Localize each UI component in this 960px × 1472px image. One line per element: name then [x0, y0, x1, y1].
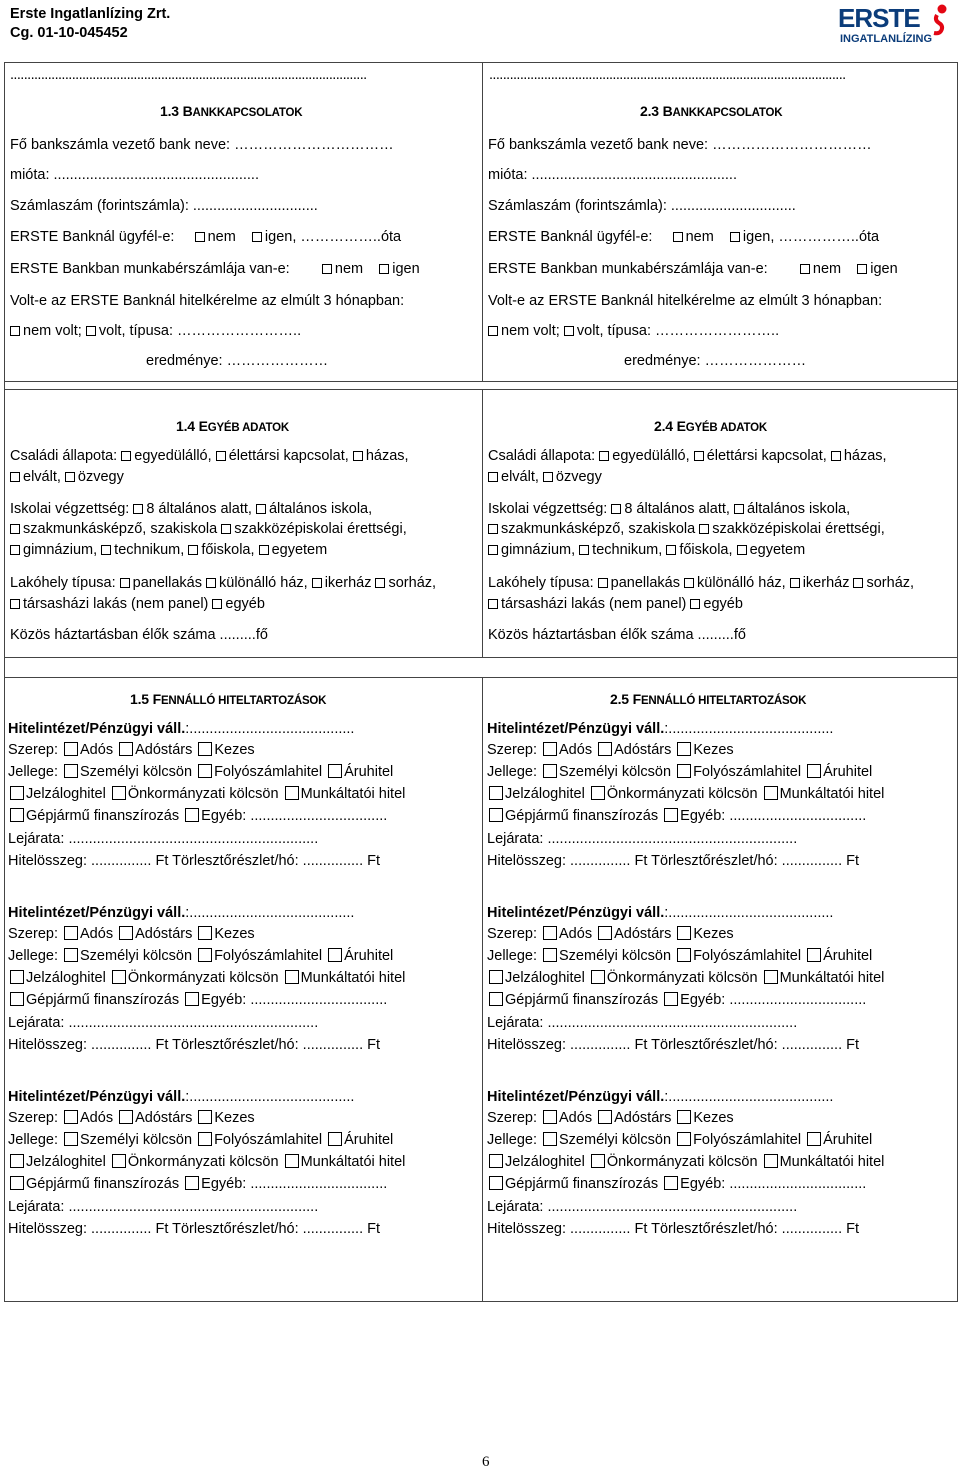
checkbox[interactable]: [206, 578, 216, 588]
checkbox[interactable]: [489, 786, 503, 800]
checkbox[interactable]: [734, 504, 744, 514]
checkbox-yes[interactable]: [379, 264, 389, 274]
checkbox[interactable]: [699, 524, 709, 534]
checkbox-no[interactable]: [673, 232, 683, 242]
checkbox[interactable]: [10, 545, 20, 555]
home-row: Lakóhely típusa: panellakás különálló ház, ikerház sorház,: [488, 575, 915, 591]
checkbox[interactable]: [64, 742, 78, 756]
institution-field[interactable]: Hitelintézet/Pénzügyi váll.:.........................................: [487, 721, 834, 737]
role-row: Szerep: Adós Adóstárs Kezes: [8, 926, 255, 942]
checkbox[interactable]: [807, 948, 821, 962]
checkbox[interactable]: [666, 545, 676, 555]
type-row: Jellege: Személyi kölcsön Folyószámlahitel Áruhitel: [487, 1132, 873, 1148]
loan-request-row: nem volt; volt, típusa: ……………………..: [10, 322, 301, 340]
checkbox[interactable]: [677, 926, 691, 940]
erste-logo: [836, 3, 954, 45]
checkbox[interactable]: [764, 1154, 778, 1168]
checkbox[interactable]: [256, 504, 266, 514]
checkbox[interactable]: [133, 504, 143, 514]
checkbox[interactable]: [598, 1110, 612, 1124]
institution-field[interactable]: Hitelintézet/Pénzügyi váll.:.........................................: [8, 905, 355, 921]
checkbox[interactable]: [285, 786, 299, 800]
checkbox[interactable]: [10, 599, 20, 609]
education-row: Iskolai végzettség: 8 általános alatt, általános iskola,: [488, 501, 851, 517]
checkbox[interactable]: [543, 926, 557, 940]
type-row-2: Jelzáloghitel Önkormányzati kölcsön Munkáltatói hitel: [8, 785, 405, 803]
checkbox[interactable]: [65, 472, 75, 482]
result-field[interactable]: eredménye: …………………: [146, 353, 329, 369]
checkbox[interactable]: [259, 545, 269, 555]
household-field[interactable]: Közös háztartásban élők száma .........fő: [488, 627, 746, 643]
checkbox[interactable]: [112, 970, 126, 984]
expiry-field[interactable]: Lejárata: ..............................................................: [487, 1015, 798, 1031]
checkbox[interactable]: [375, 578, 385, 588]
checkbox[interactable]: [198, 1110, 212, 1124]
checkbox[interactable]: [694, 451, 704, 461]
checkbox[interactable]: [10, 524, 20, 534]
type-row-3: Gépjármű finanszírozás Egyéb: ..................................: [8, 807, 387, 825]
salary-account-row: ERSTE Bankban munkabérszámlája van-e: nem igen: [488, 261, 898, 277]
dotted-line: ........................................................................................................: [489, 67, 846, 83]
checkbox[interactable]: [807, 764, 821, 778]
amount-row[interactable]: Hitelösszeg: ............... Ft Törlesztőrészlet/hó: ............... Ft: [8, 1037, 381, 1053]
checkbox[interactable]: [664, 1176, 678, 1190]
checkbox[interactable]: [598, 742, 612, 756]
checkbox[interactable]: [611, 504, 621, 514]
checkbox[interactable]: [328, 764, 342, 778]
section-title-other: 2.4 EGYÉB ADATOK: [654, 418, 768, 434]
logo-subtext: INGATLANLÍZING: [840, 33, 933, 45]
checkbox[interactable]: [198, 1132, 212, 1146]
checkbox[interactable]: [489, 992, 503, 1006]
checkbox[interactable]: [790, 578, 800, 588]
checkbox[interactable]: [764, 786, 778, 800]
erste-client-row: ERSTE Banknál ügyfél-e: nem igen, ……………..óta: [488, 229, 880, 245]
type-row-3: Gépjármű finanszírozás Egyéb: ..................................: [487, 991, 866, 1009]
checkbox[interactable]: [285, 970, 299, 984]
loan-request-question: Volt-e az ERSTE Banknál hitelkérelme az elmúlt 3 hónapban:: [10, 293, 405, 309]
checkbox[interactable]: [737, 545, 747, 555]
checkbox[interactable]: [664, 808, 678, 822]
role-row: Szerep: Adós Adóstárs Kezes: [8, 1110, 255, 1126]
checkbox[interactable]: [10, 786, 24, 800]
section-title-debts: 2.5 FENNÁLLÓ HITELTARTOZÁSOK: [610, 691, 807, 707]
expiry-field[interactable]: Lejárata: ..............................................................: [487, 831, 798, 847]
checkbox[interactable]: [112, 1154, 126, 1168]
education-row-3: gimnázium, technikum, főiskola, egyetem: [10, 541, 327, 559]
checkbox[interactable]: [598, 578, 608, 588]
education-row: Iskolai végzettség: 8 általános alatt, általános iskola,: [10, 501, 373, 517]
home-row-2: társasházi lakás (nem panel) egyéb: [10, 595, 265, 613]
education-row-3: gimnázium, technikum, főiskola, egyetem: [488, 541, 805, 559]
type-row-2: Jelzáloghitel Önkormányzati kölcsön Munkáltatói hitel: [487, 969, 884, 987]
type-row-2: Jelzáloghitel Önkormányzati kölcsön Munkáltatói hitel: [487, 785, 884, 803]
checkbox[interactable]: [488, 472, 498, 482]
section-title-bank: 1.3 BANKKAPCSOLATOK: [160, 103, 303, 119]
checkbox[interactable]: [764, 970, 778, 984]
checkbox[interactable]: [64, 948, 78, 962]
divider: [4, 677, 957, 678]
institution-field[interactable]: Hitelintézet/Pénzügyi váll.:.........................................: [487, 1089, 834, 1105]
checkbox[interactable]: [543, 1110, 557, 1124]
checkbox-no[interactable]: [195, 232, 205, 242]
salary-account-row: ERSTE Bankban munkabérszámlája van-e: nem igen: [10, 261, 420, 277]
divider: [4, 381, 957, 382]
section-title-other: 1.4 EGYÉB ADATOK: [176, 418, 290, 434]
checkbox[interactable]: [543, 742, 557, 756]
role-row: Szerep: Adós Adóstárs Kezes: [487, 1110, 734, 1126]
role-row: Szerep: Adós Adóstárs Kezes: [8, 742, 255, 758]
page-number: 6: [482, 1454, 490, 1470]
home-row: Lakóhely típusa: panellakás különálló ház, ikerház sorház,: [10, 575, 437, 591]
checkbox[interactable]: [312, 578, 322, 588]
type-row-2: Jelzáloghitel Önkormányzati kölcsön Munkáltatói hitel: [8, 969, 405, 987]
expiry-field[interactable]: Lejárata: ..............................................................: [487, 1199, 798, 1215]
erste-client-row: ERSTE Banknál ügyfél-e: nem igen, ……………..óta: [10, 229, 402, 245]
checkbox[interactable]: [543, 948, 557, 962]
checkbox[interactable]: [543, 764, 557, 778]
checkbox[interactable]: [489, 1176, 503, 1190]
checkbox[interactable]: [120, 578, 130, 588]
divider: [482, 62, 483, 381]
type-row-2: Jelzáloghitel Önkormányzati kölcsön Munkáltatói hitel: [8, 1153, 405, 1171]
divider: [4, 389, 957, 390]
checkbox[interactable]: [10, 808, 24, 822]
checkbox[interactable]: [64, 764, 78, 778]
amount-row[interactable]: Hitelösszeg: ............... Ft Törlesztőrészlet/hó: ............... Ft: [487, 853, 860, 869]
checkbox[interactable]: [677, 1132, 691, 1146]
checkbox[interactable]: [591, 1154, 605, 1168]
checkbox[interactable]: [198, 948, 212, 962]
checkbox-yes[interactable]: [857, 264, 867, 274]
household-field[interactable]: Közös háztartásban élők száma .........fő: [10, 627, 268, 643]
checkbox[interactable]: [489, 808, 503, 822]
checkbox[interactable]: [10, 1176, 24, 1190]
checkbox[interactable]: [10, 472, 20, 482]
type-row: Jellege: Személyi kölcsön Folyószámlahitel Áruhitel: [8, 764, 394, 780]
main-bank-field[interactable]: Fő bankszámla vezető bank neve: ……………………………: [10, 137, 394, 153]
company-header: [10, 5, 170, 43]
home-row-2: társasházi lakás (nem panel) egyéb: [488, 595, 743, 613]
checkbox[interactable]: [677, 764, 691, 778]
type-row-3: Gépjármű finanszírozás Egyéb: ..................................: [487, 807, 866, 825]
company-registration: Cg. 01-10-045452: [10, 25, 128, 41]
checkbox[interactable]: [10, 1154, 24, 1168]
checkbox-yes[interactable]: [730, 232, 740, 242]
checkbox[interactable]: [198, 926, 212, 940]
type-row-3: Gépjármű finanszírozás Egyéb: ..................................: [8, 1175, 387, 1193]
checkbox[interactable]: [690, 599, 700, 609]
divider: [482, 677, 483, 1301]
checkbox[interactable]: [488, 545, 498, 555]
checkbox[interactable]: [677, 742, 691, 756]
amount-row[interactable]: Hitelösszeg: ............... Ft Törlesztőrészlet/hó: ............... Ft: [487, 1037, 860, 1053]
divider: [4, 657, 957, 658]
marital-row-2: elvált, özvegy: [10, 468, 124, 486]
loan-request-question: Volt-e az ERSTE Banknál hitelkérelme az elmúlt 3 hónapban:: [488, 293, 883, 309]
amount-row[interactable]: Hitelösszeg: ............... Ft Törlesztőrészlet/hó: ............... Ft: [487, 1221, 860, 1237]
checkbox[interactable]: [684, 578, 694, 588]
checkbox[interactable]: [543, 1132, 557, 1146]
checkbox[interactable]: [198, 764, 212, 778]
checkbox[interactable]: [10, 992, 24, 1006]
main-bank-field[interactable]: Fő bankszámla vezető bank neve: ……………………………: [488, 137, 872, 153]
type-row: Jellege: Személyi kölcsön Folyószámlahitel Áruhitel: [487, 948, 873, 964]
checkbox[interactable]: [677, 1110, 691, 1124]
checkbox[interactable]: [221, 524, 231, 534]
since-field[interactable]: mióta: ...................................................: [10, 167, 259, 183]
checkbox[interactable]: [119, 1110, 133, 1124]
checkbox[interactable]: [10, 970, 24, 984]
checkbox[interactable]: [677, 948, 691, 962]
checkbox[interactable]: [591, 786, 605, 800]
marital-row: Családi állapota: egyedülálló, élettársi kapcsolat, házas,: [488, 448, 887, 464]
company-name: Erste Ingatlanlízing Zrt.: [10, 6, 171, 22]
logo-text: ERSTE: [838, 3, 920, 33]
checkbox[interactable]: [64, 1110, 78, 1124]
amount-row[interactable]: Hitelösszeg: ............... Ft Törlesztőrészlet/hó: ............... Ft: [8, 1221, 381, 1237]
checkbox-no[interactable]: [800, 264, 810, 274]
checkbox[interactable]: [185, 992, 199, 1006]
checkbox[interactable]: [198, 742, 212, 756]
checkbox[interactable]: [664, 992, 678, 1006]
checkbox-not-had[interactable]: [488, 326, 498, 336]
checkbox-no[interactable]: [322, 264, 332, 274]
checkbox[interactable]: [489, 970, 503, 984]
checkbox[interactable]: [807, 1132, 821, 1146]
checkbox[interactable]: [285, 1154, 299, 1168]
type-row-3: Gépjármű finanszírozás Egyéb: ..................................: [8, 991, 387, 1009]
checkbox[interactable]: [853, 578, 863, 588]
checkbox[interactable]: [328, 948, 342, 962]
checkbox[interactable]: [579, 545, 589, 555]
marital-row-2: elvált, özvegy: [488, 468, 602, 486]
expiry-field[interactable]: Lejárata: ..............................................................: [8, 1199, 319, 1215]
role-row: Szerep: Adós Adóstárs Kezes: [487, 926, 734, 942]
checkbox[interactable]: [591, 970, 605, 984]
type-row: Jellege: Személyi kölcsön Folyószámlahitel Áruhitel: [8, 948, 394, 964]
dotted-line: ........................................................................................................: [10, 67, 367, 83]
checkbox[interactable]: [328, 1132, 342, 1146]
expiry-field[interactable]: Lejárata: ..............................................................: [8, 831, 319, 847]
checkbox-had[interactable]: [564, 326, 574, 336]
checkbox-had[interactable]: [86, 326, 96, 336]
checkbox[interactable]: [101, 545, 111, 555]
institution-field[interactable]: Hitelintézet/Pénzügyi váll.:.........................................: [8, 721, 355, 737]
checkbox[interactable]: [64, 1132, 78, 1146]
checkbox[interactable]: [119, 926, 133, 940]
checkbox[interactable]: [599, 451, 609, 461]
education-row-2: szakmunkásképző, szakiskola szakközépiskolai érettségi,: [10, 520, 407, 538]
divider: [482, 389, 483, 657]
section-title-bank: 2.3 BANKKAPCSOLATOK: [640, 103, 783, 119]
checkbox[interactable]: [64, 926, 78, 940]
checkbox[interactable]: [121, 451, 131, 461]
checkbox[interactable]: [489, 1154, 503, 1168]
checkbox[interactable]: [212, 599, 222, 609]
checkbox[interactable]: [353, 451, 363, 461]
education-row-2: szakmunkásképző, szakiskola szakközépiskolai érettségi,: [488, 520, 885, 538]
section-title-debts: 1.5 FENNÁLLÓ HITELTARTOZÁSOK: [130, 691, 327, 707]
checkbox[interactable]: [185, 1176, 199, 1190]
account-number-field[interactable]: Számlaszám (forintszámla): ...............................: [10, 198, 318, 214]
erste-s-icon: [934, 5, 947, 34]
type-row-3: Gépjármű finanszírozás Egyéb: ..................................: [487, 1175, 866, 1193]
checkbox[interactable]: [112, 786, 126, 800]
checkbox[interactable]: [488, 599, 498, 609]
checkbox-not-had[interactable]: [10, 326, 20, 336]
since-field[interactable]: mióta: ...................................................: [488, 167, 737, 183]
loan-request-row: nem volt; volt, típusa: ……………………..: [488, 322, 779, 340]
type-row: Jellege: Személyi kölcsön Folyószámlahitel Áruhitel: [487, 764, 873, 780]
institution-field[interactable]: Hitelintézet/Pénzügyi váll.:.........................................: [8, 1089, 355, 1105]
checkbox[interactable]: [185, 808, 199, 822]
account-number-field[interactable]: Számlaszám (forintszámla): ...............................: [488, 198, 796, 214]
checkbox[interactable]: [216, 451, 226, 461]
checkbox-yes[interactable]: [252, 232, 262, 242]
type-row: Jellege: Személyi kölcsön Folyószámlahitel Áruhitel: [8, 1132, 394, 1148]
role-row: Szerep: Adós Adóstárs Kezes: [487, 742, 734, 758]
amount-row[interactable]: Hitelösszeg: ............... Ft Törlesztőrészlet/hó: ............... Ft: [8, 853, 381, 869]
checkbox[interactable]: [119, 742, 133, 756]
expiry-field[interactable]: Lejárata: ..............................................................: [8, 1015, 319, 1031]
type-row-2: Jelzáloghitel Önkormányzati kölcsön Munkáltatói hitel: [487, 1153, 884, 1171]
institution-field[interactable]: Hitelintézet/Pénzügyi váll.:.........................................: [487, 905, 834, 921]
checkbox[interactable]: [598, 926, 612, 940]
result-field[interactable]: eredménye: …………………: [624, 353, 807, 369]
marital-row: Családi állapota: egyedülálló, élettársi kapcsolat, házas,: [10, 448, 409, 464]
checkbox[interactable]: [831, 451, 841, 461]
checkbox[interactable]: [543, 472, 553, 482]
checkbox[interactable]: [188, 545, 198, 555]
checkbox[interactable]: [488, 524, 498, 534]
